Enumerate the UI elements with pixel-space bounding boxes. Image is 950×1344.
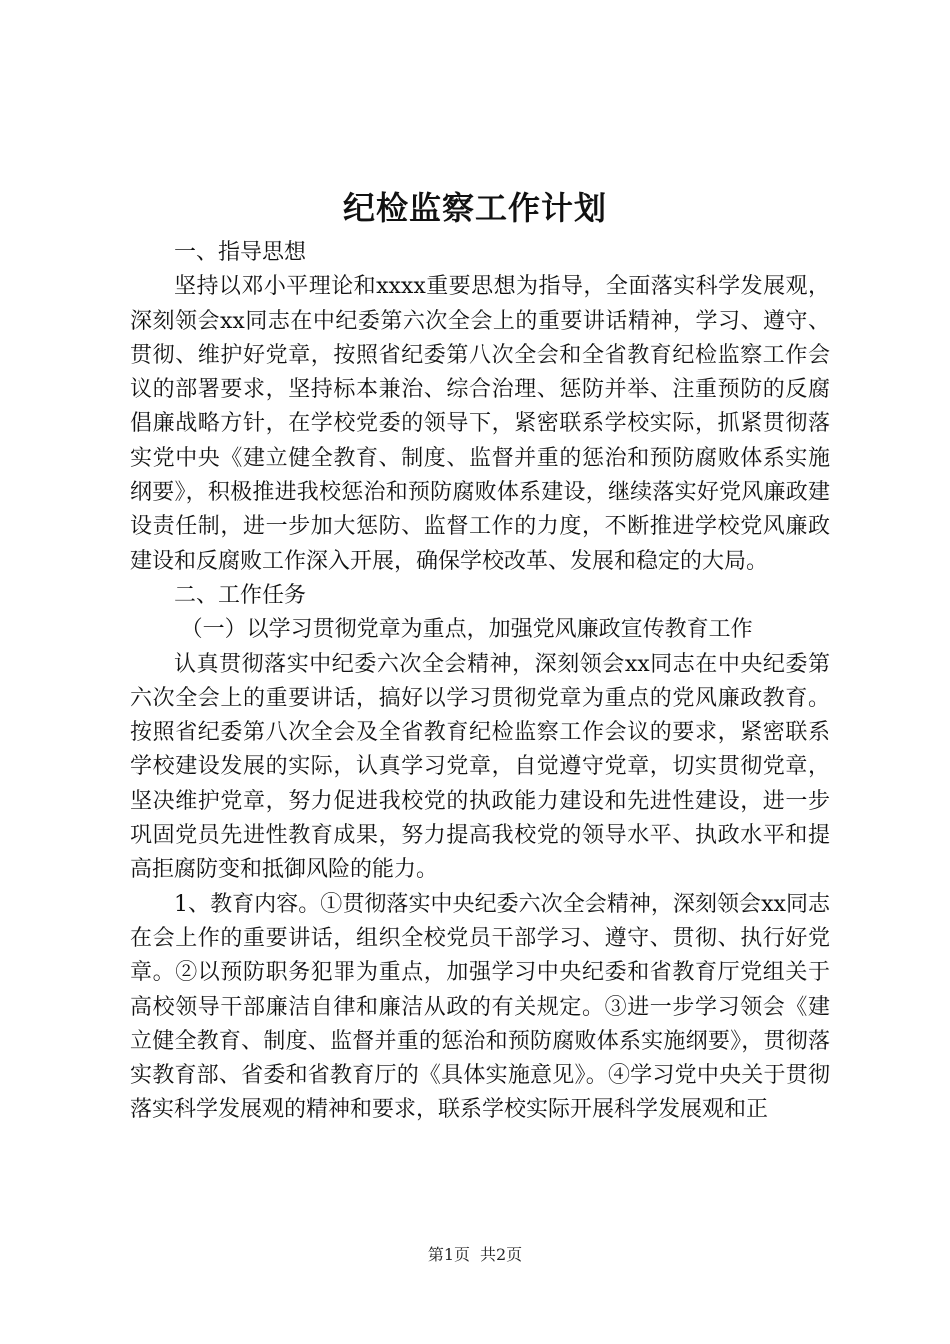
document-title: 纪检监察工作计划 xyxy=(342,189,607,227)
document-body xyxy=(130,236,830,1128)
subsection-heading-1: （一）以学习贯彻党章为重点，加强党风廉政宣传教育工作 xyxy=(180,617,753,643)
section-heading-work-tasks: 二、工作任务 xyxy=(174,582,307,608)
page-total: 共2页 xyxy=(480,1245,523,1264)
page-number: 第1页 xyxy=(427,1245,470,1264)
paragraph-education-content: 1、教育内容。①贯彻落实中央纪委六次全会精神，深刻领会xx同志在会上作的重要讲话，组织全校党员干部学习、遵守、贯彻、执行好党章。②以预防职务犯罪为重点，加强学习中央纪委和省教育厅党组关于高校领导干部廉洁自律和廉洁从政的有关规定。③进一步学习领会《建立健全教育、制度、监督并重的惩治和预防腐败体系实施纲要》，贯彻落实教育部、省委和省教育厅的《具体实施意见》。④学习党中央关于贯彻落实科学发展观的精神和要求，联系学校实际开展科学发展观和正 xyxy=(130,891,830,1123)
page-footer xyxy=(0,1244,950,1266)
paragraph-subsection-1: 认真贯彻落实中纪委六次全会精神，深刻领会xx同志在中央纪委第六次全会上的重要讲话，搞好以学习贯彻党章为重点的党风廉政教育。按照省纪委第八次全会及全省教育纪检监察工作会议的要求，紧密联系学校建设发展的实际，认真学习党章，自觉遵守党章，切实贯彻党章，坚决维护党章，努力促进我校党的执政能力建设和先进性建设，进一步巩固党员先进性教育成果，努力提高我校党的领导水平、执政水平和提高拒腐防变和抵御风险的能力。 xyxy=(130,651,830,883)
section-heading-guiding-thought: 一、指导思想 xyxy=(174,240,307,265)
paragraph-guiding-thought: 坚持以邓小平理论和xxxx重要思想为指导，全面落实科学发展观，深刻领会xx同志在中纪委第六次全会上的重要讲话精神，学习、遵守、贯彻、维护好党章，按照省纪委第八次全会和全省教育纪检监察工作会议的部署要求，坚持标本兼治、综合治理、惩防并举、注重预防的反腐倡廉战略方针，在学校党委的领导下，紧密联系学校实际，抓紧贯彻落实党中央《建立健全教育、制度、监督并重的惩治和预防腐败体系实施纲要》，积极推进我校惩治和预防腐败体系建设，继续落实好党风廉政建设责任制，进一步加大惩防、监督工作的力度，不断推进学校党风廉政建设和反腐败工作深入开展，确保学校改革、发展和稳定的大局。 xyxy=(130,274,830,574)
